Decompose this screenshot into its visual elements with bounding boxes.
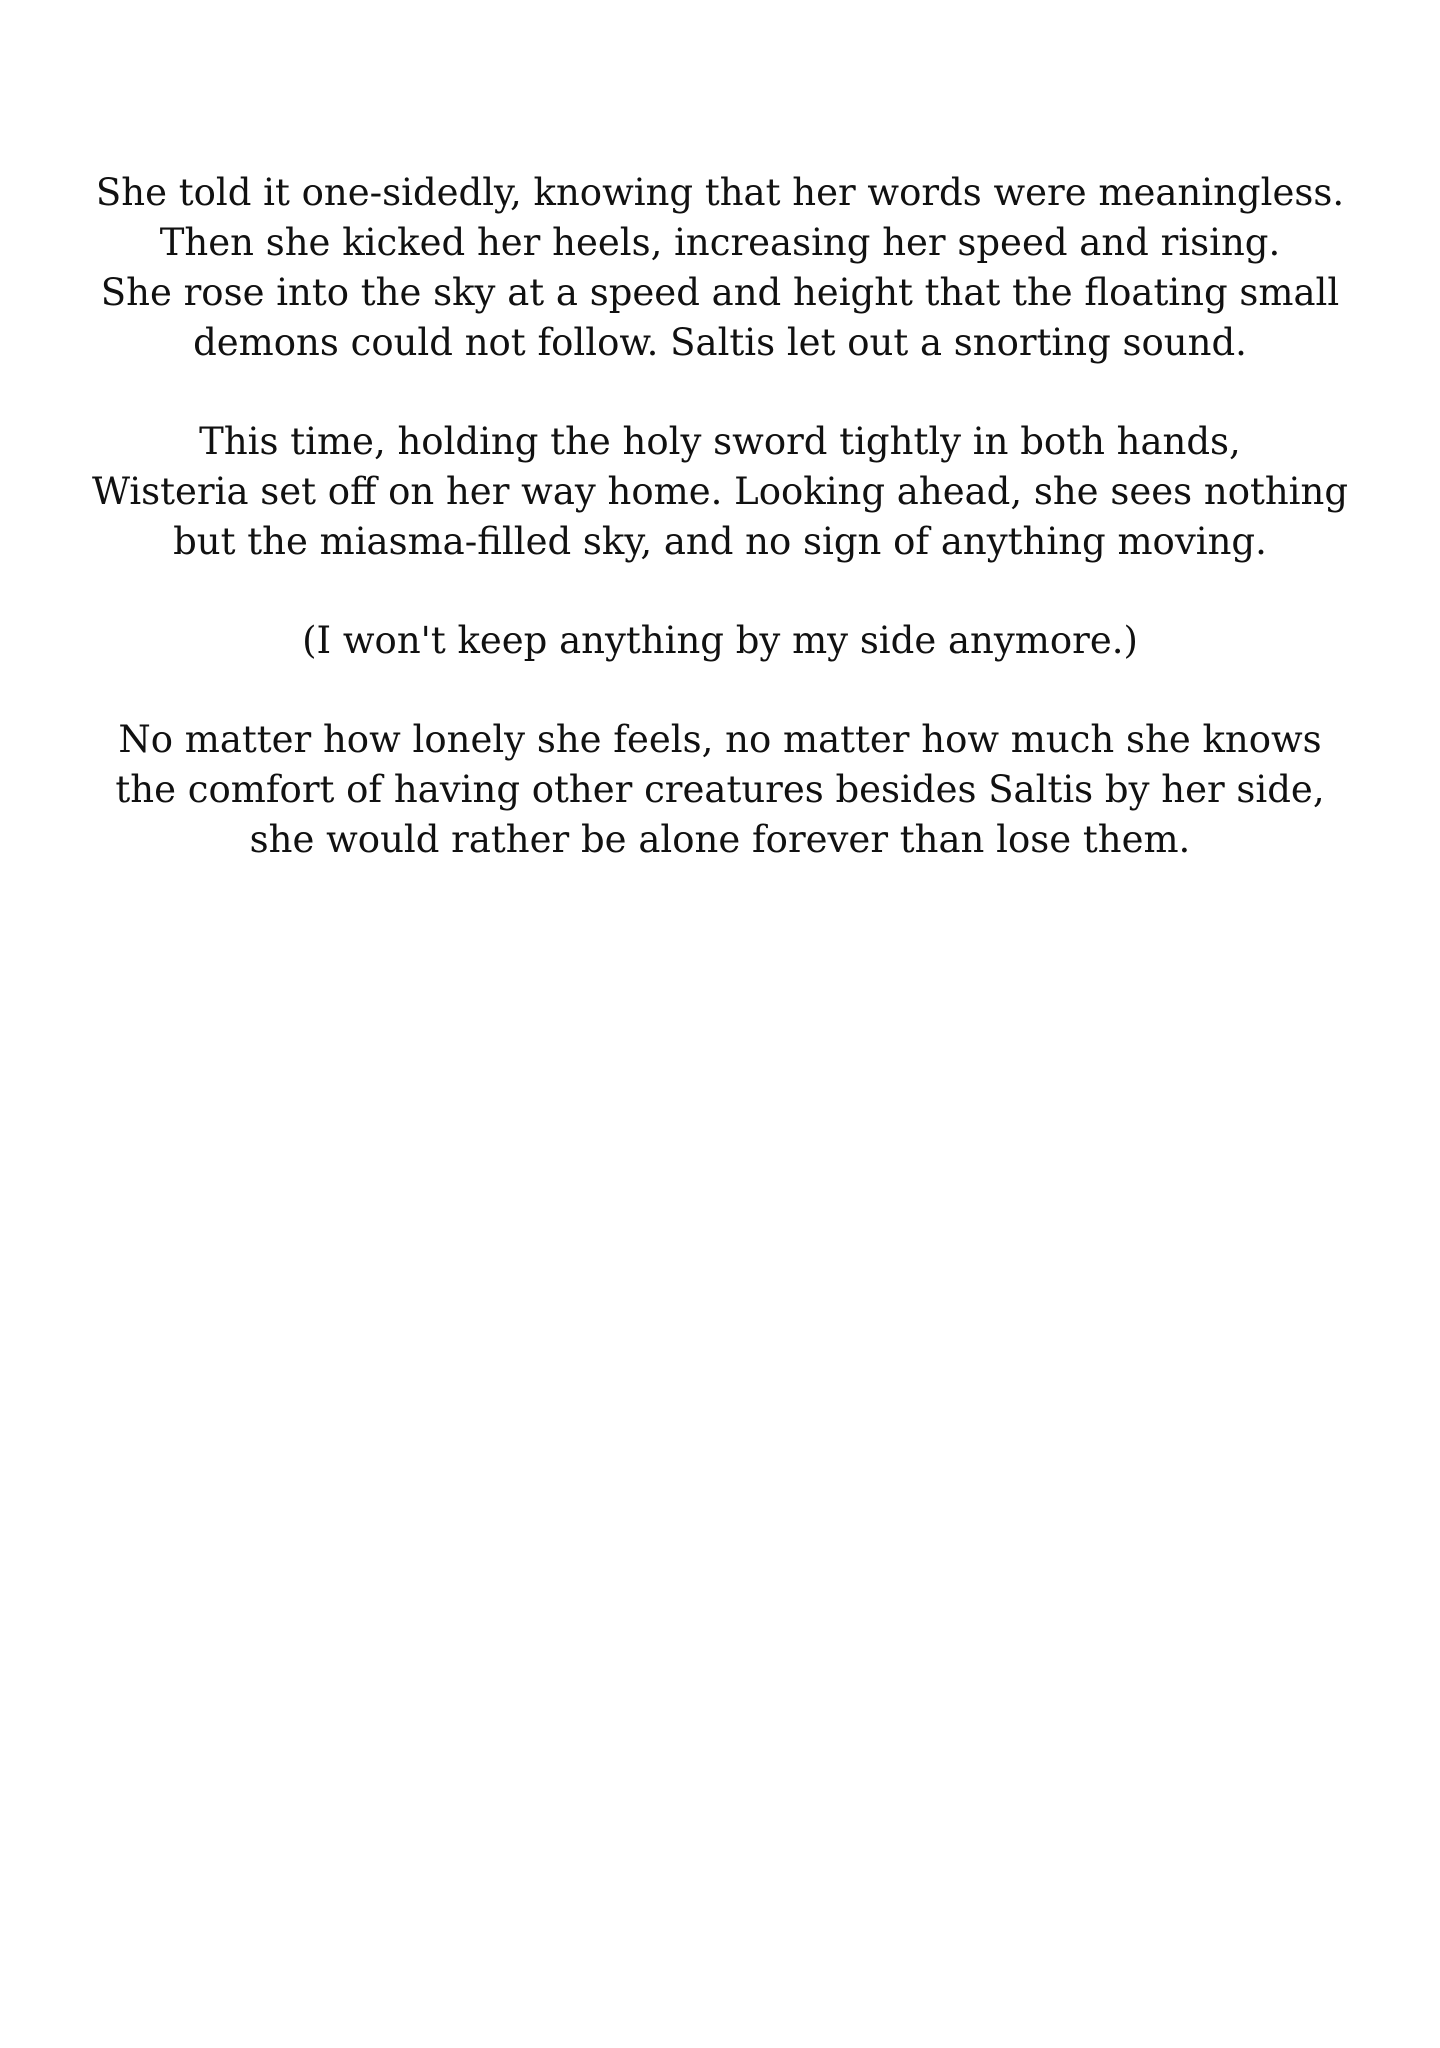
text-line: Wisteria set off on her way home. Looking ahead, she sees nothing bbox=[91, 470, 1349, 513]
text-line: demons could not follow. Saltis let out a snorting sound. bbox=[193, 321, 1247, 364]
text-line: but the miasma-filled sky, and no sign of anything moving. bbox=[173, 520, 1267, 563]
paragraph-2 bbox=[40, 417, 1400, 567]
text-line: She rose into the sky at a speed and height that the floating small bbox=[100, 271, 1340, 314]
paragraph-4 bbox=[40, 715, 1400, 865]
text-line: the comfort of having other creatures besides Saltis by her side, bbox=[115, 768, 1325, 811]
text-line: she would rather be alone forever than lose them. bbox=[249, 818, 1191, 861]
text-line: Then she kicked her heels, increasing her speed and rising. bbox=[159, 221, 1281, 264]
text-line: No matter how lonely she feels, no matter how much she knows bbox=[118, 718, 1322, 761]
text-line: (I won't keep anything by my side anymore.) bbox=[302, 619, 1138, 662]
text-line: She told it one-sidedly, knowing that her words were meaningless. bbox=[95, 171, 1345, 214]
text-line: This time, holding the holy sword tightly in both hands, bbox=[199, 420, 1241, 463]
story-text bbox=[40, 168, 1400, 914]
paragraph-3 bbox=[40, 616, 1400, 666]
paragraph-1 bbox=[40, 168, 1400, 368]
